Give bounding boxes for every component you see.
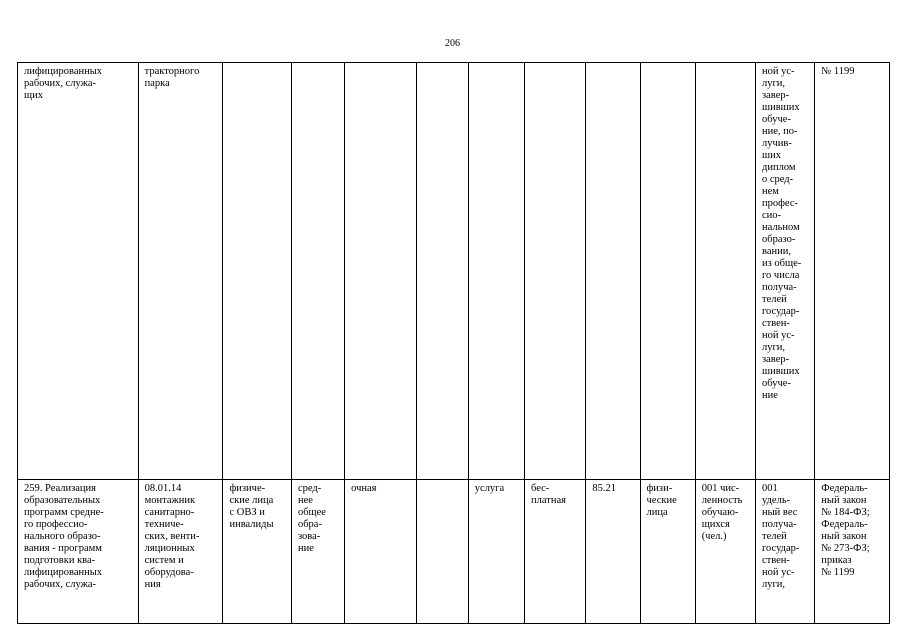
- cell-okved-code: 85.21: [586, 480, 640, 624]
- cell-study-form: очная: [345, 480, 417, 624]
- cell-empty: [640, 63, 695, 480]
- cell-legal-basis: Федераль- ный закон № 184-ФЗ; Федераль- ный закон № 273-ФЗ; приказ № 1199: [815, 480, 890, 624]
- cell-service-name: лифицированных рабочих, служа- щих: [18, 63, 139, 480]
- services-table: [17, 62, 890, 624]
- cell-quality-indicator: 001 удель- ный вес получа- телей государ- ствен- ной ус- луги,: [756, 480, 815, 624]
- cell-consumer-category: физиче- ские лица с ОВЗ и инвалиды: [223, 480, 291, 624]
- cell-quality-indicator: ной ус- луги, завер- шивших обуче- ние, по- лучив- ших диплом о сред- нем профес- сио- нальном образо- вании, из обще- го числа получа- телей государ- ствен- ной ус- луги, завер- шивших обуче- ние: [756, 63, 815, 480]
- table-row-259: [18, 480, 890, 624]
- cell-empty: [416, 63, 468, 480]
- cell-education-level: [291, 63, 344, 480]
- cell-profession: тракторного парка: [138, 63, 223, 480]
- cell-profession: 08.01.14 монтажник санитарно- техниче- ских, венти- ляционных систем и оборудова- ния: [138, 480, 223, 624]
- cell-service-name: 259. Реализация образовательных программ средне- го профессио- нального образо- вания - программ подготовки ква- лифицированных рабочих, служа-: [18, 480, 139, 624]
- cell-consumer-category: [223, 63, 291, 480]
- cell-empty: [586, 63, 640, 480]
- cell-empty: [695, 63, 755, 480]
- cell-empty: [468, 63, 524, 480]
- cell-legal-basis: № 1199: [815, 63, 890, 480]
- cell-study-form: [345, 63, 417, 480]
- cell-empty: [525, 63, 586, 480]
- table-row-continuation: [18, 63, 890, 480]
- cell-volume-indicator: 001 чис- ленность обучаю- щихся (чел.): [695, 480, 755, 624]
- cell-empty: [416, 480, 468, 624]
- cell-recipients: физи- ческие лица: [640, 480, 695, 624]
- cell-payment: бес- платная: [525, 480, 586, 624]
- cell-education-level: сред- нее общее обра- зова- ние: [291, 480, 344, 624]
- cell-service-type: услуга: [468, 480, 524, 624]
- page-number: 206: [445, 38, 460, 49]
